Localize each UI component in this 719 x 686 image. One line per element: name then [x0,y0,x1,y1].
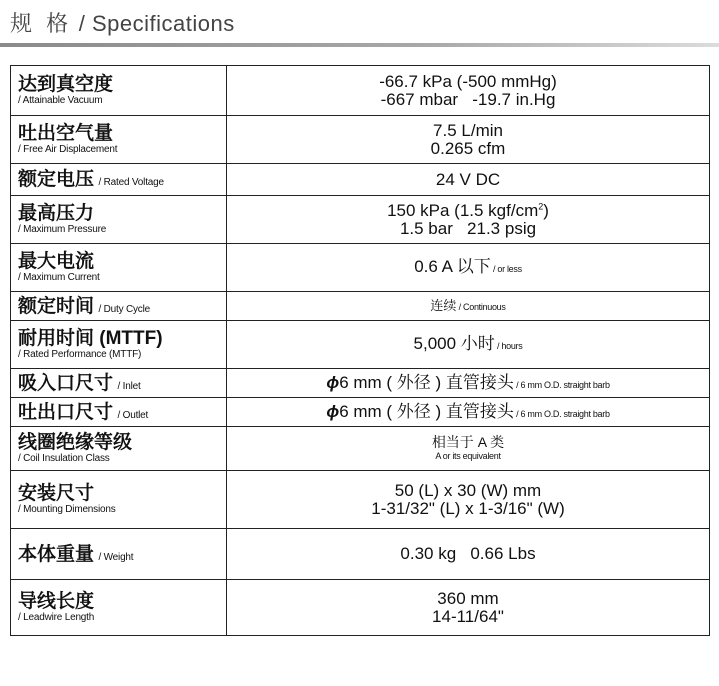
title-en: Specifications [91,11,235,36]
label-cn: 吸入口尺寸 [18,372,114,394]
label-en: / Rated Voltage [98,177,164,188]
row-label [11,164,227,196]
value-line-1 [227,202,709,220]
label-en: / Inlet [117,380,141,392]
table-row [11,66,710,116]
specifications-table [10,65,710,636]
value-line-2: 14-11/64" [432,606,504,626]
row-label [11,196,227,244]
row-value [227,66,710,116]
row-value [227,529,710,580]
row-value [227,116,710,164]
row-label [11,369,227,398]
label-cn: 导线长度 [18,591,95,612]
value-line-1: -66.7 kPa (-500 mmHg) [379,71,557,91]
table-row [11,369,710,398]
title-underline [0,43,719,47]
label-cn: 吐出口尺寸 [18,401,114,423]
row-value [227,196,710,244]
table-row [11,196,710,244]
table-row [11,580,710,636]
table-row [11,471,710,529]
value-line-2: 0.265 cfm [430,138,506,158]
value-line-1: 0.30 kg 0.66 Lbs [400,544,536,564]
title-separator: / [72,11,92,36]
label-en: / Duty Cycle [98,303,150,315]
value-line-1: 24 V DC [435,169,501,189]
label-cn: 额定电压 [18,169,95,190]
row-label [11,292,227,321]
table-row [11,244,710,292]
value-line-1: 5,000 小时 [413,334,495,354]
label-cn: 安装尺寸 [18,483,95,504]
row-value [227,369,710,398]
row-label [11,244,227,292]
page-title [10,7,235,38]
label-en: / Leadwire Length [18,612,95,623]
label-en: / Free Air Displacement [18,144,118,155]
table-row [11,427,710,471]
row-value [227,398,710,427]
phi-symbol: ϕ [326,372,340,392]
table-row [11,529,710,580]
table-row [11,321,710,369]
phi-symbol: ϕ [326,401,340,421]
row-label [11,529,227,580]
label-en: / Coil Insulation Class [18,453,110,464]
row-label [11,580,227,636]
value-small: / 6 mm O.D. straight barb [513,408,610,419]
label-en: / Weight [98,551,134,563]
row-value [227,164,710,196]
label-cn: 线圈绝缘等级 [18,432,133,453]
value-text: 150 kPa (1.5 kgf/cm [387,200,539,220]
row-value [227,292,710,321]
title-cn: 规 格 [10,11,73,36]
value-small: / Continuous [456,301,506,312]
label-en: / Maximum Pressure [18,224,107,235]
table-row [11,164,710,196]
value-small: / hours [494,341,523,352]
label-en: / Attainable Vacuum [18,95,103,106]
label-cn: 达到真空度 [18,74,114,95]
value-line-2: 1.5 bar 21.3 psig [399,218,537,238]
value-line-1: 6 mm ( 外径 ) 直管接头 [339,401,514,421]
label-cn: 本体重量 [18,543,95,565]
row-label [11,116,227,164]
label-cn: 吐出空气量 [18,123,114,144]
value-line-1: 连续 [430,297,457,313]
row-label [11,471,227,529]
superscript: 2 [538,201,544,211]
value-line-1: 360 mm [437,588,499,608]
row-label [11,321,227,369]
label-cn: 最高压力 [18,203,95,224]
value-line-2: 1-31/32" (L) x 1-3/16" (W) [371,498,565,518]
row-label [11,398,227,427]
value-line-1: 相当于 A 类 [431,434,505,451]
value-text-close: ) [543,200,549,220]
value-line-1: 0.6 A 以下 [414,257,491,277]
label-cn: 最大电流 [18,251,95,272]
row-label [11,66,227,116]
label-en: / Rated Performance (MTTF) [18,349,142,360]
value-line-1: 7.5 L/min [433,120,503,140]
table-row [11,116,710,164]
label-cn: 额定时间 [18,295,95,317]
value-line-2: -667 mbar -19.7 in.Hg [380,89,556,109]
value-line-1: 50 (L) x 30 (W) mm [394,480,542,500]
label-en: / Outlet [117,409,149,421]
row-label [11,427,227,471]
label-en: / Mounting Dimensions [18,504,116,515]
table-row [11,292,710,321]
table-row [11,398,710,427]
row-value [227,321,710,369]
value-small: / or less [490,264,522,275]
value-small: A or its equivalent [435,451,501,462]
label-en: / Maximum Current [18,272,100,283]
row-value [227,580,710,636]
row-value [227,427,710,471]
row-value [227,244,710,292]
row-value [227,471,710,529]
value-small: / 6 mm O.D. straight barb [513,379,610,390]
value-line-1: 6 mm ( 外径 ) 直管接头 [339,372,514,392]
label-cn: 耐用时间 (MTTF) [18,328,163,349]
